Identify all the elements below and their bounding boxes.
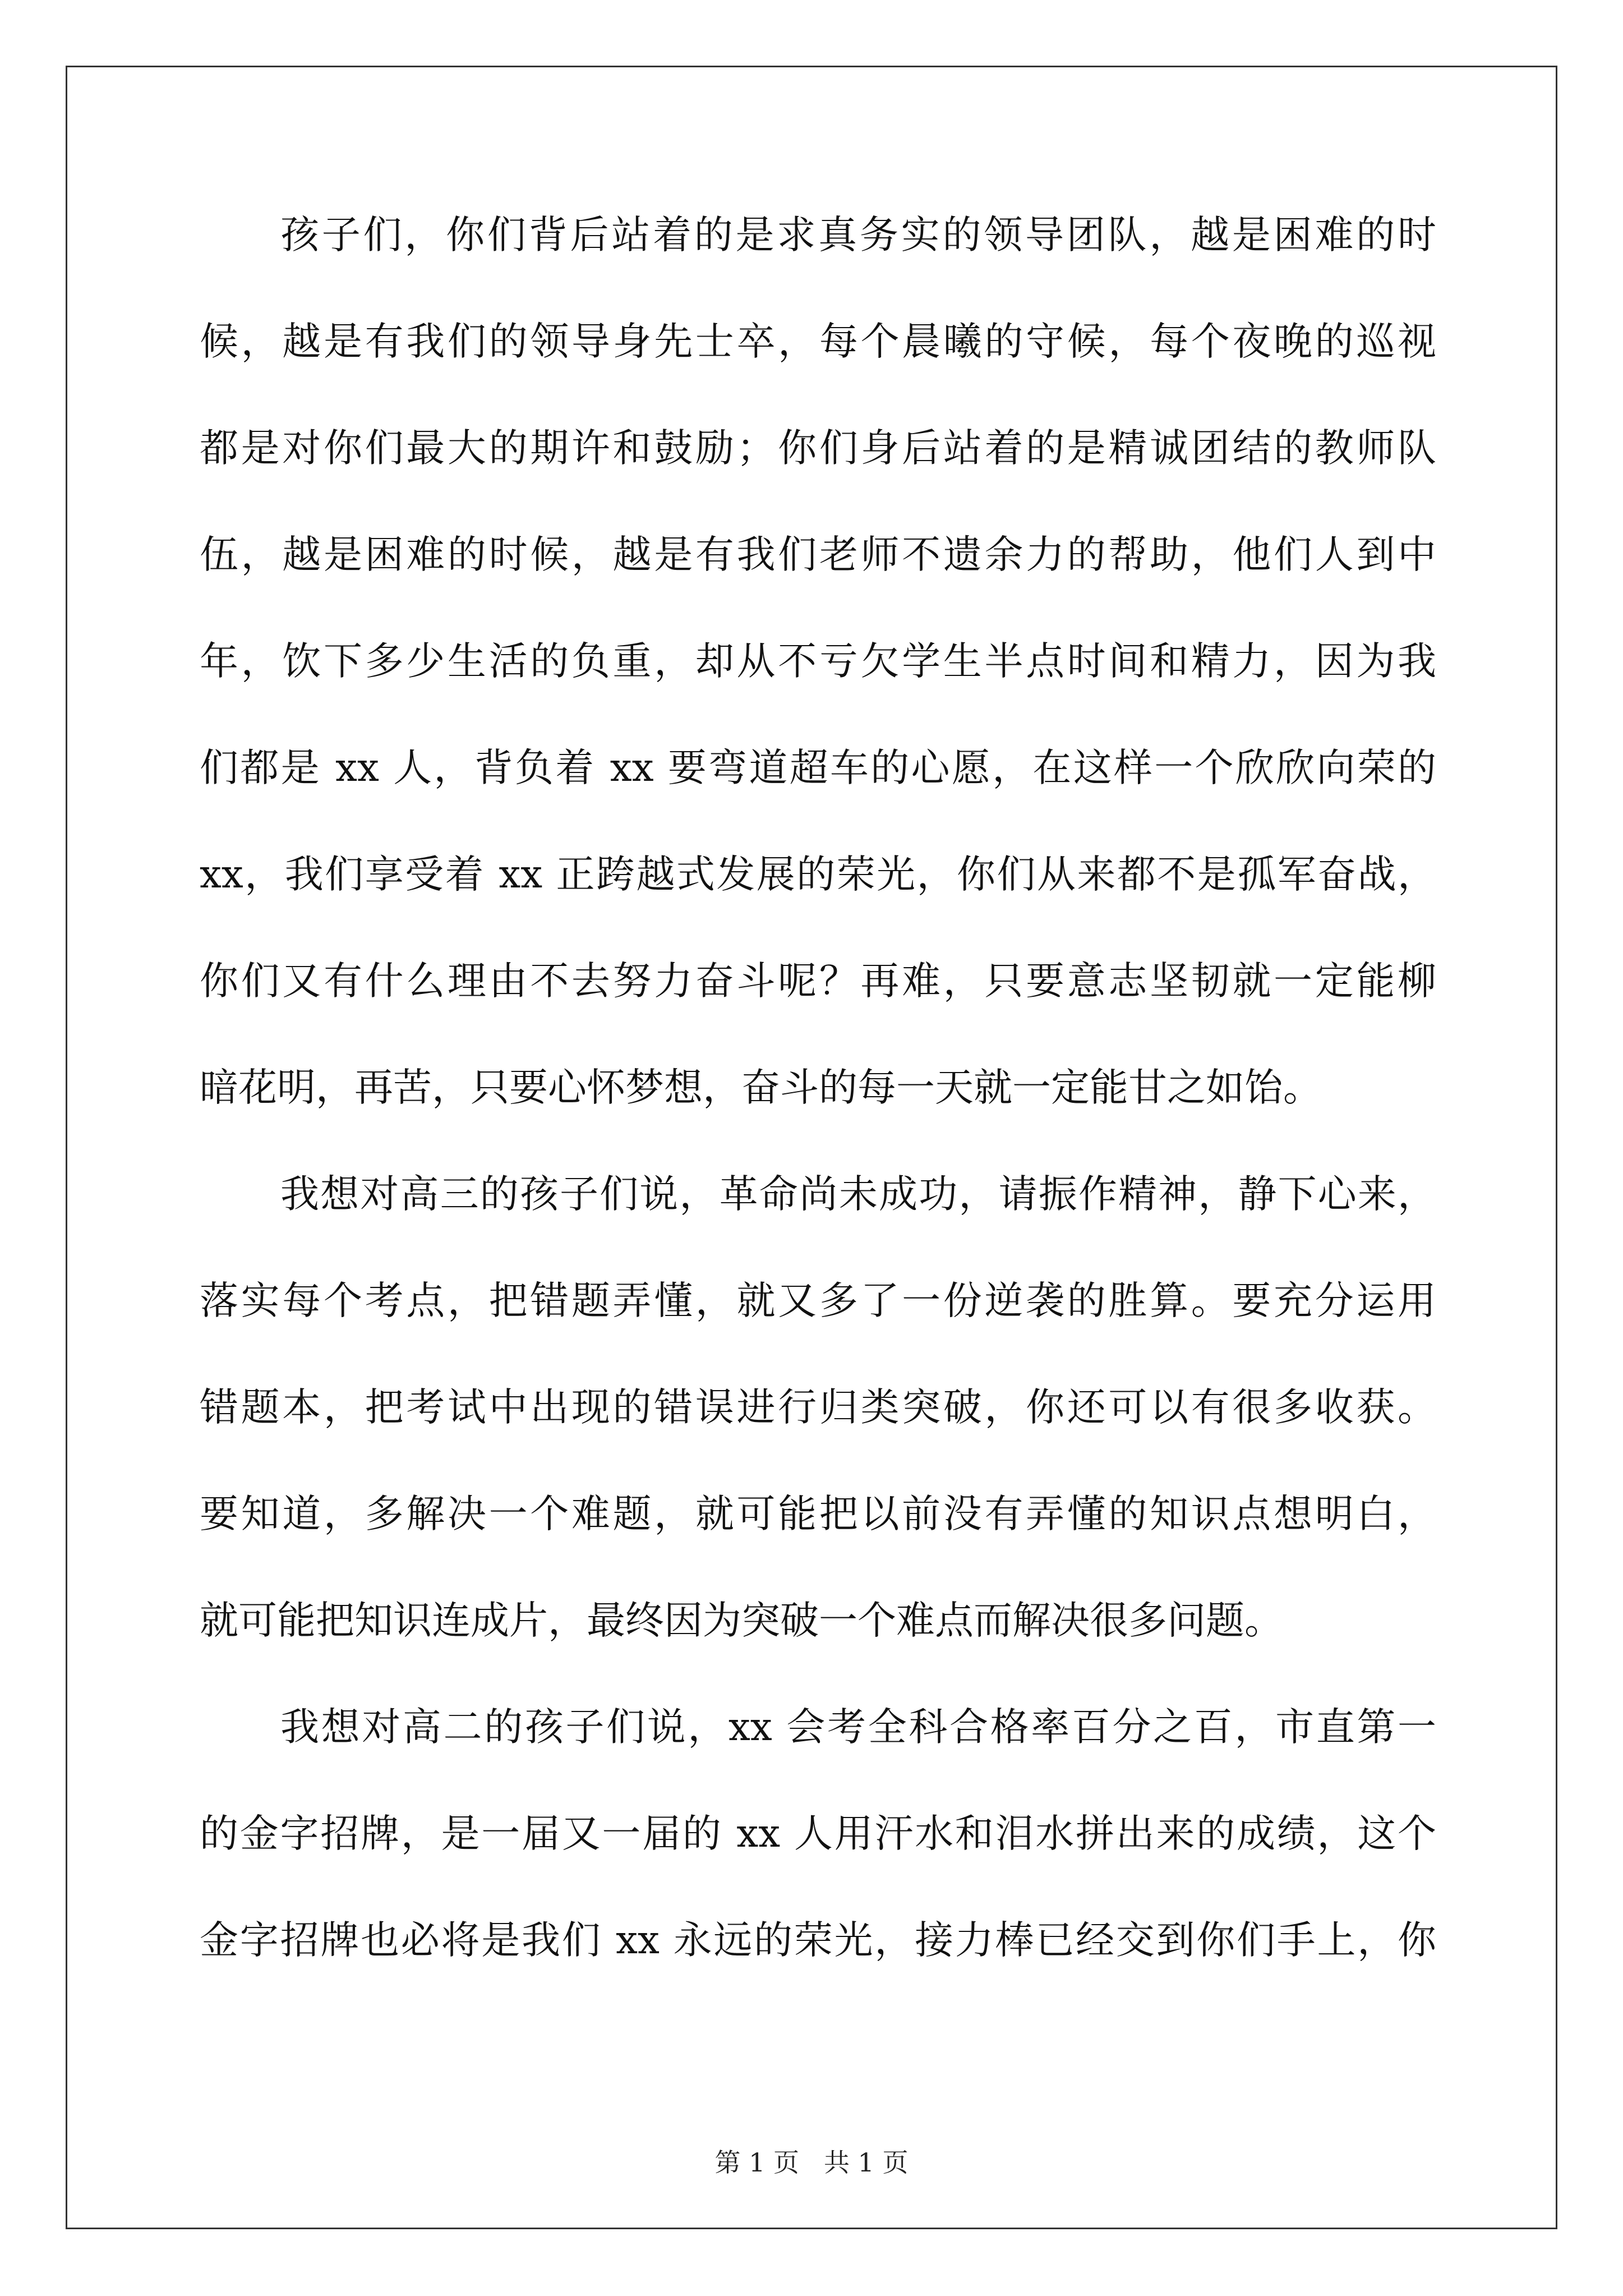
text-line: 年，饮下多少生活的负重，却从不亏欠学生半点时间和精力，因为我 [200, 639, 1436, 684]
text-line: 落实每个考点，把错题弄懂，就又多了一份逆袭的胜算。要充分运用 [200, 1278, 1436, 1323]
text-line: 候，越是有我们的领导身先士卒，每个晨曦的守候，每个夜晚的巡视 [200, 319, 1436, 364]
text-line: 你们又有什么理由不去努力奋斗呢？再难，只要意志坚韧就一定能柳 [200, 959, 1436, 1004]
text-line: 要知道，多解决一个难题，就可能把以前没有弄懂的知识点想明白， [200, 1492, 1436, 1536]
paragraph-2 [200, 1172, 1436, 1643]
text-line: 们都是 xx 人，背负着 xx 要弯道超车的心愿，在这样一个欣欣向荣的 [200, 746, 1436, 790]
text-line: xx，我们享受着 xx 正跨越式发展的荣光，你们从来都不是孤军奋战， [200, 852, 1436, 897]
text-line: 孩子们，你们背后站着的是求真务实的领导团队，越是困难的时 [280, 213, 1436, 257]
text-line: 金字招牌也必将是我们 xx 永远的荣光，接力棒已经交到你们手上，你 [200, 1918, 1436, 1963]
text-line: 暗花明，再苦，只要心怀梦想，奋斗的每一天就一定能甘之如饴。 [200, 1065, 1322, 1110]
text-line: 都是对你们最大的期许和鼓励；你们身后站着的是精诚团结的教师队 [200, 426, 1436, 471]
page-total: 共 1 页 [823, 2147, 909, 2178]
text-line: 我想对高三的孩子们说，革命尚未成功，请振作精神，静下心来， [280, 1172, 1436, 1217]
paragraph-3 [200, 1705, 1436, 1963]
text-line: 的金字招牌，是一届又一届的 xx 人用汗水和泪水拼出来的成绩，这个 [200, 1811, 1436, 1856]
text-line: 伍，越是困难的时候，越是有我们老师不遗余力的帮助，他们人到中 [200, 532, 1436, 577]
text-line: 错题本，把考试中出现的错误进行归类突破，你还可以有很多收获。 [200, 1385, 1436, 1430]
text-line: 我想对高二的孩子们说，xx 会考全科合格率百分之百，市直第一 [280, 1705, 1436, 1750]
page-footer [0, 2147, 1623, 2178]
paragraph-1 [200, 213, 1436, 1110]
document-body [200, 213, 1436, 2028]
page-number: 第 1 页 [714, 2147, 800, 2178]
text-line: 就可能把知识连成片，最终因为突破一个难点而解决很多问题。 [200, 1598, 1283, 1643]
